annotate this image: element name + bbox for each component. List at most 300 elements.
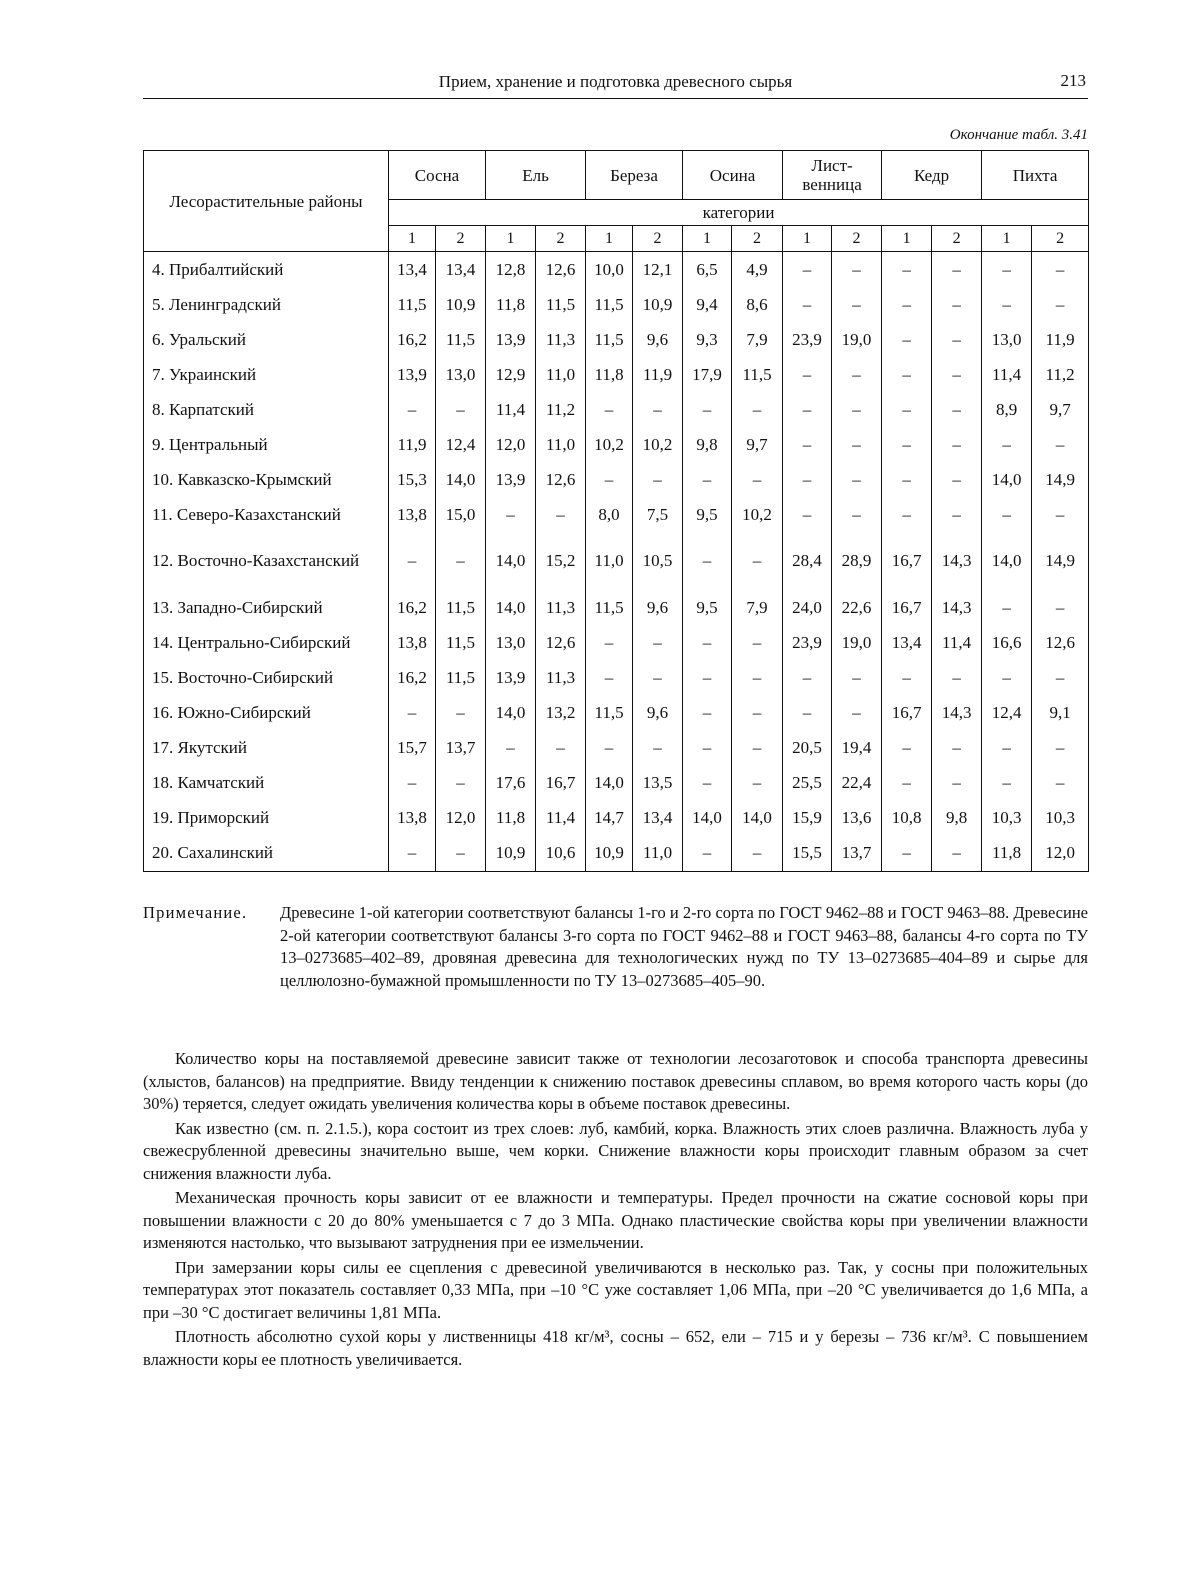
table-cell: 11,5 — [586, 590, 633, 625]
table-cell: 11,4 — [982, 357, 1032, 392]
table-cell: 10,3 — [1032, 800, 1089, 835]
table-cell: 19,4 — [832, 730, 882, 765]
table-cell: 11,9 — [1032, 322, 1089, 357]
table-cell: 14,3 — [932, 532, 982, 590]
table-cell: – — [436, 695, 486, 730]
table-cell: – — [683, 765, 732, 800]
table-cell: 16,7 — [882, 532, 932, 590]
table-cell: 11,3 — [536, 322, 586, 357]
table-cell: – — [882, 497, 932, 532]
header-species-fir: Пихта — [982, 151, 1089, 200]
table-cell: 9,4 — [683, 287, 732, 322]
table-cell: 12,6 — [1032, 625, 1089, 660]
table-cell: – — [882, 287, 932, 322]
table-cell: 12,1 — [633, 252, 683, 288]
table-cell: 9,8 — [683, 427, 732, 462]
table-cell: 11,9 — [633, 357, 683, 392]
table-cell: 9,5 — [683, 497, 732, 532]
table-cell: – — [932, 252, 982, 288]
table-cell: 13,0 — [982, 322, 1032, 357]
table-cell: 13,4 — [436, 252, 486, 288]
table-row — [144, 800, 1089, 835]
table-cell: – — [436, 392, 486, 427]
table-cell: 15,7 — [389, 730, 436, 765]
table-cell: – — [633, 625, 683, 660]
header-category-number: 2 — [536, 226, 586, 252]
table-cell: 13,4 — [633, 800, 683, 835]
table-cell: 15,5 — [783, 835, 832, 872]
table-cell: – — [832, 357, 882, 392]
row-region: 4. Прибалтийский — [144, 252, 389, 288]
table-cell: 11,0 — [536, 427, 586, 462]
table-cell: – — [783, 287, 832, 322]
table-cell: – — [1032, 427, 1089, 462]
table-cell: – — [732, 392, 783, 427]
table-cell: 13,0 — [436, 357, 486, 392]
table-cell: 11,5 — [436, 625, 486, 660]
table-cell: – — [982, 765, 1032, 800]
table-caption: Окончание табл. 3.41 — [949, 127, 1088, 143]
header-category-number: 2 — [1032, 226, 1089, 252]
table-cell: 10,9 — [436, 287, 486, 322]
table-cell: – — [389, 835, 436, 872]
table-cell: 11,8 — [486, 800, 536, 835]
table-cell: 12,6 — [536, 625, 586, 660]
table-cell: 13,0 — [486, 625, 536, 660]
table-cell: 11,8 — [486, 287, 536, 322]
table-cell: 12,4 — [436, 427, 486, 462]
table-cell: – — [586, 392, 633, 427]
table-cell: – — [982, 730, 1032, 765]
table-cell: – — [783, 392, 832, 427]
table-cell: 10,2 — [586, 427, 633, 462]
row-region: 9. Центральный — [144, 427, 389, 462]
table-cell: – — [832, 695, 882, 730]
table-cell: – — [832, 427, 882, 462]
table-cell: 16,2 — [389, 590, 436, 625]
body-paragraph: Как известно (см. п. 2.1.5.), кора состоит из трех слоев: луб, камбий, корка. Влажность этих слоев различна. Влажность луба у свежесрубленной древесины значительно выше, чем корки. Снижение влажности коры происходит главным образом за счет снижения влажности луба. — [143, 1118, 1088, 1183]
header-category-number: 1 — [683, 226, 732, 252]
table-cell: 11,2 — [1032, 357, 1089, 392]
table-cell: – — [932, 392, 982, 427]
body-paragraph: При замерзании коры силы ее сцепления с древесиной увеличиваются в несколько раз. Так, у сосны при положительных температурах этот показатель составляет 0,33 МПа, при –10 °С уже составляет 1,06 МПа, при –20 °С увеличивается до 1,6 МПа, а при –30 °С достигает величины 1,81 МПа. — [143, 1257, 1088, 1322]
table-cell: 11,8 — [982, 835, 1032, 872]
table-cell: – — [882, 660, 932, 695]
table-cell: – — [486, 730, 536, 765]
table-cell: 13,9 — [486, 660, 536, 695]
table-cell: 12,0 — [486, 427, 536, 462]
table-cell: 16,2 — [389, 322, 436, 357]
table-cell: – — [982, 590, 1032, 625]
body-paragraph: Механическая прочность коры зависит от ее влажности и температуры. Предел прочности на сжатие сосновой коры при повышении влажности с 20 до 80% уменьшается с 7 до 3 МПа. Однако пластические свойства коры при увеличении влажности изменяются настолько, что вызывают затруднения при ее измельчении. — [143, 1188, 1088, 1252]
table-cell: 14,0 — [683, 800, 732, 835]
table-cell: 11,0 — [586, 532, 633, 590]
table-cell: 22,6 — [832, 590, 882, 625]
table-cell: 9,7 — [732, 427, 783, 462]
table-cell: 13,2 — [536, 695, 586, 730]
header-category-number: 2 — [633, 226, 683, 252]
header-category-number: 1 — [882, 226, 932, 252]
table-cell: – — [982, 287, 1032, 322]
table-cell: – — [832, 252, 882, 288]
table-cell: – — [932, 357, 982, 392]
table-cell: 4,9 — [732, 252, 783, 288]
table-cell: – — [783, 660, 832, 695]
table-cell: – — [389, 695, 436, 730]
table-cell: – — [882, 835, 932, 872]
table-cell: 19,0 — [832, 625, 882, 660]
table-cell: 11,0 — [536, 357, 586, 392]
table-cell: 11,5 — [436, 322, 486, 357]
row-region: 19. Приморский — [144, 800, 389, 835]
table-cell: – — [586, 730, 633, 765]
table-cell: 10,2 — [633, 427, 683, 462]
table-cell: – — [882, 322, 932, 357]
table-cell: 17,6 — [486, 765, 536, 800]
table-cell: 28,9 — [832, 532, 882, 590]
note-label: Примечание. — [143, 903, 248, 922]
table-cell: – — [586, 660, 633, 695]
table-note — [143, 902, 1088, 992]
header-category-number: 1 — [586, 226, 633, 252]
row-region: 18. Камчатский — [144, 765, 389, 800]
table-row — [144, 532, 1089, 590]
table-cell: 14,0 — [436, 462, 486, 497]
table-cell: 14,9 — [1032, 532, 1089, 590]
table-cell: 12,0 — [436, 800, 486, 835]
table-cell: – — [486, 497, 536, 532]
header-category-number: 1 — [389, 226, 436, 252]
table-cell: 14,0 — [486, 532, 536, 590]
table-cell: 12,8 — [486, 252, 536, 288]
table-cell: 6,5 — [683, 252, 732, 288]
table-cell: 8,6 — [732, 287, 783, 322]
body-text — [143, 1048, 1088, 1373]
body-paragraph: Количество коры на поставляемой древесине зависит также от технологии лесозаготовок и способа транспорта древесины (хлыстов, балансов) на предприятие. Ввиду тенденции к снижению поставок древесины сплавом, во время которого часть коры (до 30%) теряется, следует ожидать увеличения количества коры в объеме поставок древесины. — [143, 1049, 1088, 1113]
table-cell: – — [982, 660, 1032, 695]
table-cell: – — [1032, 287, 1089, 322]
table-cell: 13,9 — [486, 462, 536, 497]
table-cell: – — [882, 392, 932, 427]
table-row — [144, 392, 1089, 427]
table-cell: – — [882, 462, 932, 497]
table-cell: 17,9 — [683, 357, 732, 392]
table-cell: – — [783, 427, 832, 462]
table-cell: – — [1032, 497, 1089, 532]
table-cell: 12,6 — [536, 462, 586, 497]
table-cell: – — [882, 427, 932, 462]
table-cell: – — [683, 730, 732, 765]
table-cell: – — [436, 835, 486, 872]
table-cell: 11,3 — [536, 590, 586, 625]
table-cell: – — [1032, 660, 1089, 695]
bark-table — [143, 150, 1089, 872]
table-cell: 9,6 — [633, 695, 683, 730]
table-cell: – — [932, 765, 982, 800]
table-cell: 25,5 — [783, 765, 832, 800]
table-cell: 13,5 — [633, 765, 683, 800]
table-cell: – — [932, 322, 982, 357]
table-cell: 13,6 — [832, 800, 882, 835]
table-cell: – — [732, 462, 783, 497]
table-cell: – — [882, 252, 932, 288]
row-region: 16. Южно-Сибирский — [144, 695, 389, 730]
table-cell: 8,0 — [586, 497, 633, 532]
table-cell: 14,0 — [982, 462, 1032, 497]
table-cell: – — [732, 625, 783, 660]
table-cell: 9,6 — [633, 322, 683, 357]
table-cell: – — [732, 835, 783, 872]
row-region: 11. Северо-Казахстанский — [144, 497, 389, 532]
table-cell: 14,7 — [586, 800, 633, 835]
table-cell: 8,9 — [982, 392, 1032, 427]
table-cell: 10,6 — [536, 835, 586, 872]
table-cell: – — [882, 765, 932, 800]
table-cell: – — [389, 532, 436, 590]
header-category-number: 2 — [732, 226, 783, 252]
table-body — [144, 252, 1089, 872]
table-cell: – — [732, 695, 783, 730]
table-cell: 28,4 — [783, 532, 832, 590]
header-category-number: 2 — [832, 226, 882, 252]
table-cell: 13,8 — [389, 625, 436, 660]
note-text: Древесине 1-ой категории соответствуют балансы 1-го и 2-го сорта по ГОСТ 9462–88 и ГОСТ 9463–88. Древесине 2-ой категории соответствуют балансы 3-го сорта по ГОСТ 9462–88 и ГОСТ 9463–88, балансы 4-го сорта по ТУ 13–0273685–402–89, дровяная древесина для технологических нужд по ТУ 13–0273685–404–89 и сырье для целлюлозно-бумажной промышленности по ТУ 13–0273685–405–90. — [280, 903, 1088, 990]
header-category-number: 1 — [982, 226, 1032, 252]
table-cell: 7,5 — [633, 497, 683, 532]
running-title: Прием, хранение и подготовка древесного сырья — [438, 72, 793, 91]
table-cell: – — [783, 695, 832, 730]
table-cell: 13,8 — [389, 800, 436, 835]
header-region: Лесорастительные районы — [144, 151, 389, 252]
table-cell: 14,3 — [932, 695, 982, 730]
table-cell: 16,2 — [389, 660, 436, 695]
table-cell: – — [683, 392, 732, 427]
header-species-aspen: Осина — [683, 151, 783, 200]
table-cell: 14,0 — [732, 800, 783, 835]
table-cell: 15,3 — [389, 462, 436, 497]
table-cell: – — [932, 835, 982, 872]
table-row — [144, 287, 1089, 322]
table-cell: – — [932, 427, 982, 462]
table-cell: 10,2 — [732, 497, 783, 532]
table-cell: 13,7 — [832, 835, 882, 872]
header-species-larch: Лист-венница — [783, 151, 882, 200]
table-cell: 10,9 — [586, 835, 633, 872]
table-cell: 23,9 — [783, 322, 832, 357]
table-cell: – — [832, 287, 882, 322]
row-region: 12. Восточно-Казахстанский — [144, 532, 389, 590]
table-cell: 12,6 — [536, 252, 586, 288]
table-cell: 22,4 — [832, 765, 882, 800]
table-cell: 15,2 — [536, 532, 586, 590]
header-category-number: 1 — [783, 226, 832, 252]
table-cell: – — [882, 730, 932, 765]
table-cell: 10,5 — [633, 532, 683, 590]
header-species-cedar: Кедр — [882, 151, 982, 200]
table-cell: 9,8 — [932, 800, 982, 835]
row-region: 13. Западно-Сибирский — [144, 590, 389, 625]
table-cell: – — [683, 835, 732, 872]
table-cell: – — [783, 357, 832, 392]
table-cell: – — [932, 287, 982, 322]
table-cell: 11,5 — [436, 590, 486, 625]
table-row — [144, 625, 1089, 660]
table-cell: 16,7 — [882, 590, 932, 625]
table-cell: 10,3 — [982, 800, 1032, 835]
table-cell: – — [389, 392, 436, 427]
table-cell: 7,9 — [732, 590, 783, 625]
table-cell: – — [982, 427, 1032, 462]
table-cell: – — [633, 462, 683, 497]
header-species-spruce: Ель — [486, 151, 586, 200]
table-cell: – — [683, 660, 732, 695]
table-cell: – — [683, 625, 732, 660]
table-row — [144, 765, 1089, 800]
table-cell: – — [982, 252, 1032, 288]
table-cell: 14,3 — [932, 590, 982, 625]
table-cell: – — [683, 532, 732, 590]
table-row — [144, 357, 1089, 392]
table-cell: 24,0 — [783, 590, 832, 625]
page-number: 213 — [1060, 71, 1086, 90]
table-cell: – — [389, 765, 436, 800]
table-cell: 11,5 — [586, 695, 633, 730]
table-cell: 14,9 — [1032, 462, 1089, 497]
table-cell: 16,7 — [882, 695, 932, 730]
table-row — [144, 835, 1089, 872]
table-cell: – — [586, 625, 633, 660]
table-cell: 19,0 — [832, 322, 882, 357]
table-cell: – — [932, 462, 982, 497]
table-cell: – — [832, 392, 882, 427]
table-cell: 9,1 — [1032, 695, 1089, 730]
table-cell: 15,9 — [783, 800, 832, 835]
table-cell: 11,4 — [932, 625, 982, 660]
table-cell: – — [732, 765, 783, 800]
row-region: 17. Якутский — [144, 730, 389, 765]
table-cell: 11,5 — [436, 660, 486, 695]
table-cell: – — [783, 252, 832, 288]
table-row — [144, 695, 1089, 730]
table-cell: 14,0 — [486, 695, 536, 730]
table-row — [144, 462, 1089, 497]
table-row — [144, 252, 1089, 288]
table-cell: 20,5 — [783, 730, 832, 765]
table-cell: 11,4 — [536, 800, 586, 835]
table-cell: – — [1032, 730, 1089, 765]
table-cell: 15,0 — [436, 497, 486, 532]
table-cell: – — [932, 660, 982, 695]
table-cell: – — [536, 730, 586, 765]
table-cell: – — [683, 462, 732, 497]
table-cell: 13,8 — [389, 497, 436, 532]
table-cell: 9,5 — [683, 590, 732, 625]
table-cell: – — [1032, 252, 1089, 288]
table-cell: 16,7 — [536, 765, 586, 800]
header-category-number: 2 — [932, 226, 982, 252]
table-cell: 11,5 — [536, 287, 586, 322]
table-cell: – — [932, 730, 982, 765]
table-cell: 11,9 — [389, 427, 436, 462]
table-cell: 11,5 — [586, 287, 633, 322]
table-cell: 13,4 — [882, 625, 932, 660]
row-region: 8. Карпатский — [144, 392, 389, 427]
table-cell: 13,4 — [389, 252, 436, 288]
table-row — [144, 730, 1089, 765]
table-cell: 12,9 — [486, 357, 536, 392]
table-cell: – — [783, 462, 832, 497]
table-cell: 13,9 — [486, 322, 536, 357]
table-cell: – — [633, 660, 683, 695]
table-cell: – — [732, 532, 783, 590]
table-cell: – — [683, 695, 732, 730]
table-cell: – — [732, 730, 783, 765]
table-cell: 11,4 — [486, 392, 536, 427]
table-cell: 14,0 — [586, 765, 633, 800]
table-row — [144, 497, 1089, 532]
table-cell: 11,5 — [586, 322, 633, 357]
running-header — [143, 70, 1088, 99]
header-species-birch: Береза — [586, 151, 683, 200]
body-paragraph: Плотность абсолютно сухой коры у лиственницы 418 кг/м³, сосны – 652, ели – 715 и у березы – 736 кг/м³. С повышением влажности коры ее плотность увеличивается. — [143, 1327, 1088, 1369]
table-row — [144, 660, 1089, 695]
table-cell: 10,0 — [586, 252, 633, 288]
row-region: 7. Украинский — [144, 357, 389, 392]
table-cell: 9,7 — [1032, 392, 1089, 427]
table-cell: 11,5 — [732, 357, 783, 392]
table-cell: 11,8 — [586, 357, 633, 392]
header-categories: категории — [389, 200, 1089, 226]
row-region: 14. Центрально-Сибирский — [144, 625, 389, 660]
table-cell: 9,6 — [633, 590, 683, 625]
row-region: 5. Ленинградский — [144, 287, 389, 322]
table-row — [144, 590, 1089, 625]
table-cell: – — [832, 462, 882, 497]
table-cell: – — [982, 497, 1032, 532]
table-cell: 13,9 — [389, 357, 436, 392]
table-cell: 9,3 — [683, 322, 732, 357]
row-region: 10. Кавказско-Крымский — [144, 462, 389, 497]
table-cell: – — [436, 765, 486, 800]
header-category-number: 2 — [436, 226, 486, 252]
table-cell: 11,3 — [536, 660, 586, 695]
row-region: 20. Сахалинский — [144, 835, 389, 872]
table-cell: – — [783, 497, 832, 532]
table-cell: 10,9 — [486, 835, 536, 872]
table-cell: – — [932, 497, 982, 532]
table-cell: 10,8 — [882, 800, 932, 835]
table-cell: 13,7 — [436, 730, 486, 765]
table-cell: 11,0 — [633, 835, 683, 872]
table-cell: 23,9 — [783, 625, 832, 660]
row-region: 6. Уральский — [144, 322, 389, 357]
table-row — [144, 427, 1089, 462]
table-cell: 14,0 — [486, 590, 536, 625]
table-cell: – — [832, 497, 882, 532]
table-cell: – — [882, 357, 932, 392]
table-cell: – — [586, 462, 633, 497]
table-cell: 7,9 — [732, 322, 783, 357]
table-cell: 11,5 — [389, 287, 436, 322]
header-species-pine: Сосна — [389, 151, 486, 200]
header-category-number: 1 — [486, 226, 536, 252]
table-cell: 11,2 — [536, 392, 586, 427]
table-cell: – — [1032, 590, 1089, 625]
table-cell: 14,0 — [982, 532, 1032, 590]
table-cell: 12,4 — [982, 695, 1032, 730]
table-row — [144, 322, 1089, 357]
table-cell: – — [633, 392, 683, 427]
